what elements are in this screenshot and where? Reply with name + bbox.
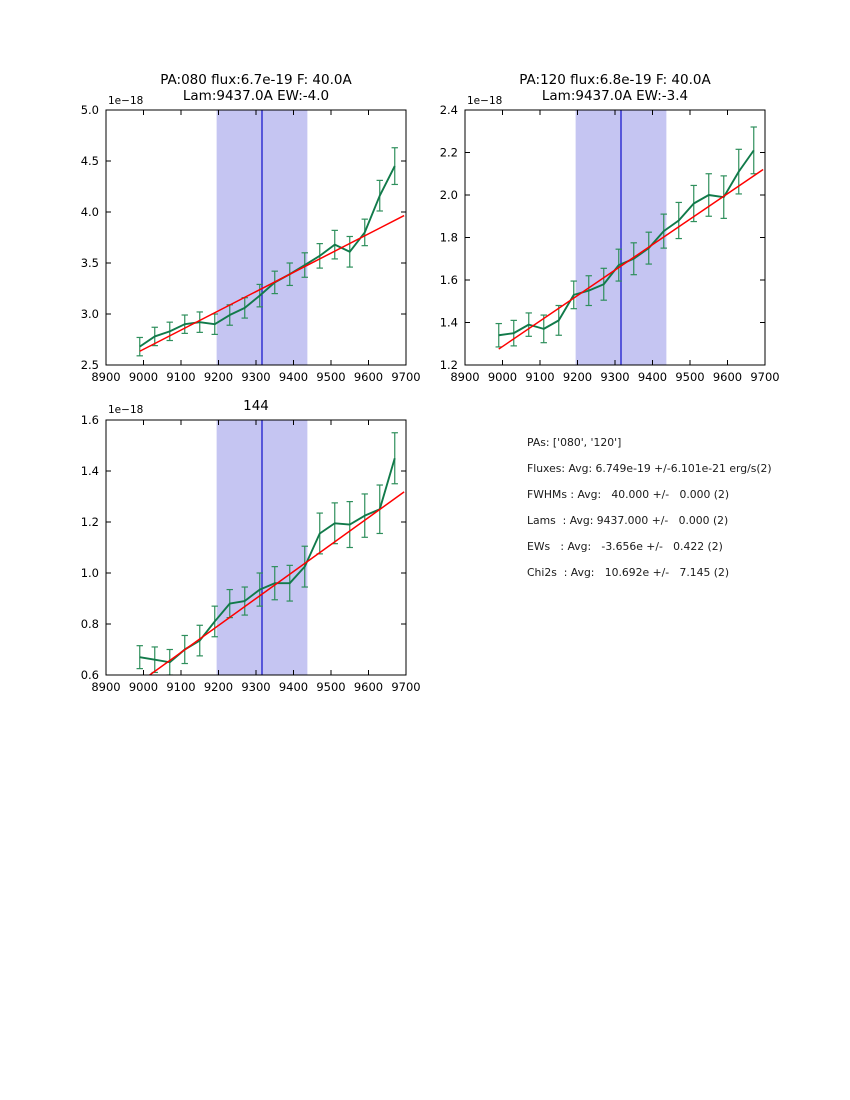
x-tick-label: 9400	[637, 370, 668, 384]
y-tick-label: 3.5	[80, 256, 99, 270]
x-tick-label: 9000	[487, 370, 518, 384]
x-tick-label: 9000	[128, 680, 159, 694]
x-tick-label: 9700	[391, 370, 421, 384]
stats-line-fluxes: Fluxes: Avg: 6.749e-19 +/-6.101e-21 erg/s(2)	[527, 462, 772, 475]
x-tick-label: 9600	[353, 370, 384, 384]
y-tick-label: 2.2	[439, 145, 458, 160]
x-tick-label: 9200	[562, 370, 593, 384]
plot2-offset-label: 1e−18	[467, 95, 503, 107]
plot2-title	[465, 73, 765, 104]
x-tick-label: 9700	[750, 370, 780, 384]
x-tick-label: 8900	[91, 680, 121, 694]
y-tick-label: 5.0	[80, 103, 99, 117]
y-tick-label: 1.2	[80, 515, 99, 529]
x-tick-label: 9500	[316, 370, 346, 384]
stats-line-lams: Lams : Avg: 9437.000 +/- 0.000 (2)	[527, 514, 729, 527]
y-tick-label: 1.2	[439, 358, 458, 372]
x-tick-label: 9600	[712, 370, 743, 384]
x-tick-label: 9100	[166, 370, 196, 384]
x-tick-label: 9500	[316, 680, 346, 694]
stats-line-pas: PAs: ['080', '120']	[527, 436, 622, 449]
x-tick-label: 9200	[203, 680, 234, 694]
x-tick-label: 9200	[203, 370, 234, 384]
stats-line-chi2s: Chi2s : Avg: 10.692e +/- 7.145 (2)	[527, 566, 730, 579]
x-tick-label: 8900	[450, 370, 480, 384]
y-tick-label: 1.4	[439, 315, 458, 330]
x-tick-label: 9700	[391, 680, 421, 694]
x-tick-label: 9300	[241, 680, 271, 694]
plot3-title-line1: 144	[243, 398, 269, 414]
x-tick-label: 8900	[91, 370, 121, 384]
plot1-title	[106, 73, 406, 104]
y-tick-label: 1.0	[80, 566, 99, 580]
plot2-title-line2: Lam:9437.0A EW:-3.4	[541, 87, 689, 104]
x-tick-label: 9400	[278, 680, 309, 694]
y-tick-label: 2.5	[80, 358, 99, 372]
y-tick-label: 4.5	[80, 154, 99, 168]
plot2-title-line1: PA:120 flux:6.8e-19 F: 40.0A	[519, 72, 711, 88]
y-tick-label: 1.8	[439, 230, 458, 245]
x-tick-label: 9300	[600, 370, 630, 384]
plot1-title-line1: PA:080 flux:6.7e-19 F: 40.0A	[160, 72, 352, 88]
y-tick-label: 0.6	[80, 668, 99, 682]
plot1-offset-label: 1e−18	[108, 95, 144, 107]
plot3-offset-label: 1e−18	[108, 404, 144, 416]
plot1-title-line2: Lam:9437.0A EW:-4.0	[182, 87, 330, 104]
y-tick-label: 1.6	[80, 413, 99, 427]
x-tick-label: 9000	[128, 370, 159, 384]
y-tick-label: 1.6	[439, 273, 458, 287]
x-tick-label: 9300	[241, 370, 271, 384]
plot-3	[81, 413, 421, 694]
plot-1	[81, 103, 421, 384]
y-tick-label: 0.8	[80, 617, 99, 631]
stats-panel	[527, 430, 772, 586]
x-tick-label: 9400	[278, 370, 309, 384]
x-tick-label: 9500	[675, 370, 705, 384]
y-tick-label: 3.0	[80, 307, 99, 321]
stats-line-ews: EWs : Avg: -3.656e +/- 0.422 (2)	[527, 540, 723, 553]
x-tick-label: 9100	[525, 370, 555, 384]
plot3-title	[106, 399, 406, 415]
y-tick-label: 4.0	[80, 205, 99, 219]
y-tick-label: 2.4	[439, 103, 458, 117]
x-tick-label: 9600	[353, 680, 384, 694]
x-tick-label: 9100	[166, 680, 196, 694]
y-tick-label: 2.0	[439, 188, 458, 202]
plot-2	[440, 103, 780, 384]
stats-line-fwhms: FWHMs : Avg: 40.000 +/- 0.000 (2)	[527, 488, 730, 501]
y-tick-label: 1.4	[80, 464, 99, 478]
